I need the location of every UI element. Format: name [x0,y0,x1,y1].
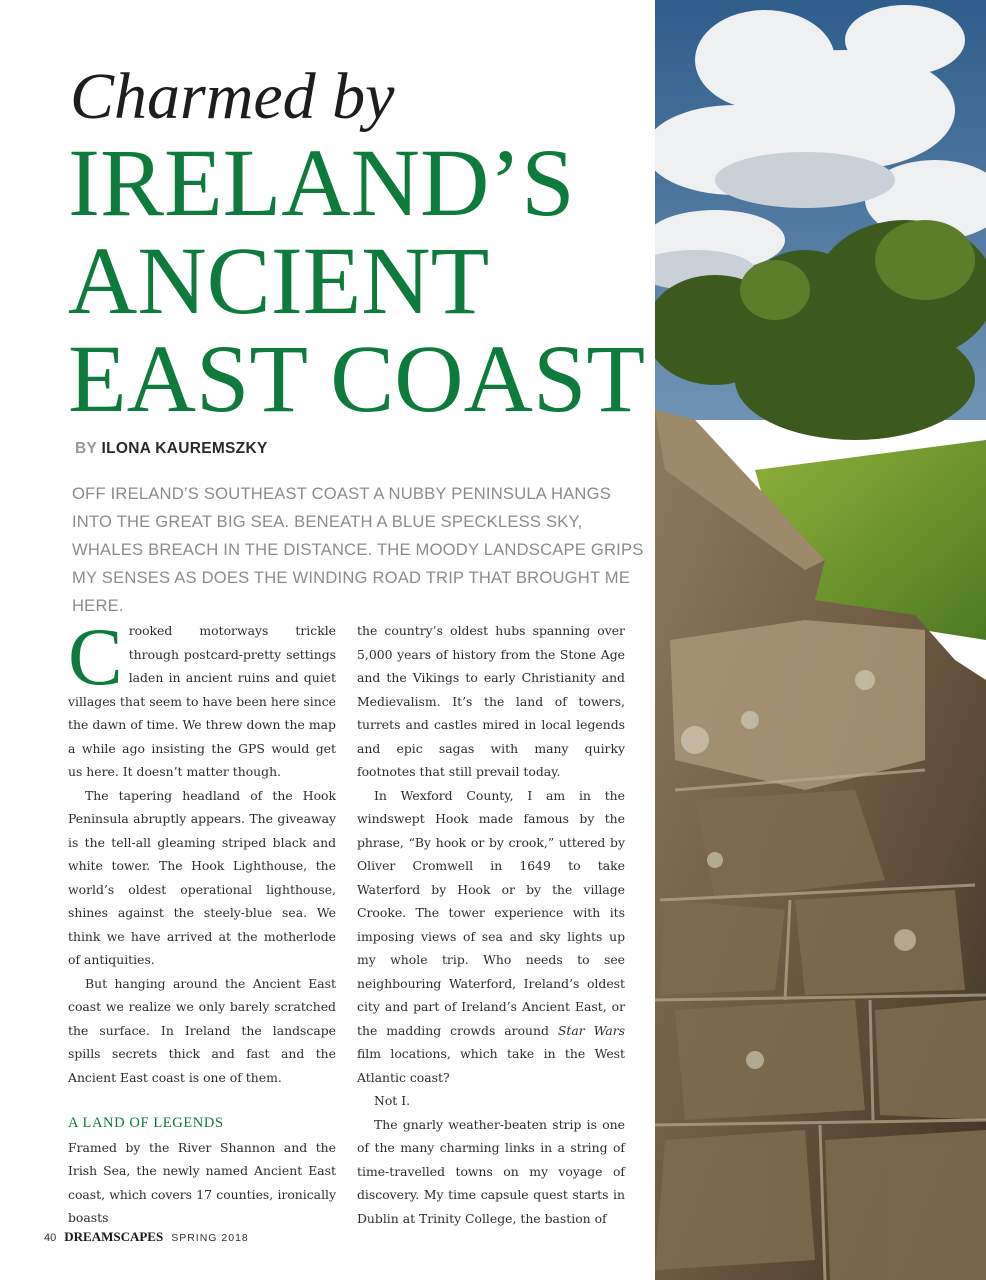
byline-prefix: BY [75,440,97,457]
paragraph-5: the country’s oldest hubs spanning over 5,000 years of history from the Stone Age and the Vikings to early Christianity and Medievalism. It’s the land of towers, turrets and castles mired in local legends and epic sagas with many quirky footnotes that still prevail today. [357,623,625,779]
film-title: Star Wars [557,1022,625,1038]
paragraph-1-text: rooked motorways trickle through postcard-pretty settings laden in ancient ruins and quiet villages that seem to have been here since the dawn of time. We threw down the map a while ago insisting the GPS would get us here. It doesn’t matter though. [68,623,336,779]
paragraph-8: The gnarly weather-beaten strip is one of the many charming links in a string of time-travelled towns on my voyage of discovery. My time capsule quest starts in Dublin at Trinity College, the bastion of [357,1116,625,1226]
paragraph-4: Framed by the River Shannon and the Irish Sea, the newly named Ancient East coast, which covers 17 counties, ironically boasts [68,1139,336,1225]
paragraph-7: Not I. [374,1093,411,1108]
body-column-left [68,611,336,1230]
paragraph-1 [68,611,336,784]
paragraph-6-end: film locations, which take in the West Atlantic coast? [357,1046,625,1085]
deck-intro: OFF IRELAND’S SOUTHEAST COAST A NUBBY PENINSULA HANGS INTO THE GREAT BIG SEA. BENEATH A BLUE SPECKLESS SKY, WHALES BREACH IN THE DISTANCE. THE MOODY LANDSCAPE GRIPS MY SENSES AS DOES THE WINDING ROAD TRIP THAT BROUGHT ME HERE. [72,484,644,615]
page-footer [44,1229,249,1245]
page-number: 40 [44,1232,57,1244]
headline-line-2: ANCIENT [68,227,490,334]
magazine-name: DREAMSCAPES [64,1229,164,1244]
stone-wall-photo [655,0,986,1280]
paragraph-3: But hanging around the Ancient East coast we realize we only barely scratched the surface. In Ireland the landscape spills secrets thick and fast and the Ancient East coast is one of them. [68,975,336,1085]
headline-line-1: IRELAND’S [68,129,575,236]
issue-date: SPRING 2018 [171,1232,249,1244]
paragraph-2: The tapering headland of the Hook Peninsula abruptly appears. The giveaway is the tell-all gleaming striped black and white tower. The Hook Lighthouse, the world’s oldest operational lighthouse, shines against the steely-blue sea. We think we have arrived at the motherlode of antiquities. [68,787,336,967]
photo-illustration [655,0,986,1280]
title-prefix: Charmed by [70,60,395,133]
paragraph-6 [357,784,625,1090]
headline [68,129,648,432]
section-subhead: A LAND OF LEGENDS [68,1115,224,1131]
body-column-right [357,619,625,1230]
drop-cap: C [68,611,123,702]
author-name: ILONA KAUREMSZKY [101,440,268,457]
byline [75,440,268,458]
paragraph-6-text: In Wexford County, I am in the windswept Hook made famous by the phrase, “By hook or by crook,” uttered by Oliver Cromwell in 1649 to take Waterford by Hook or by the village Crooke. The tower experience with its imposing views of sea and sky lights up my whole trip. Who needs to see neighbouring Waterford, Ireland’s oldest city and part of Ireland’s Ancient East, or the madding crowds around [357,787,625,1038]
headline-line-3: EAST COAST [68,325,645,432]
